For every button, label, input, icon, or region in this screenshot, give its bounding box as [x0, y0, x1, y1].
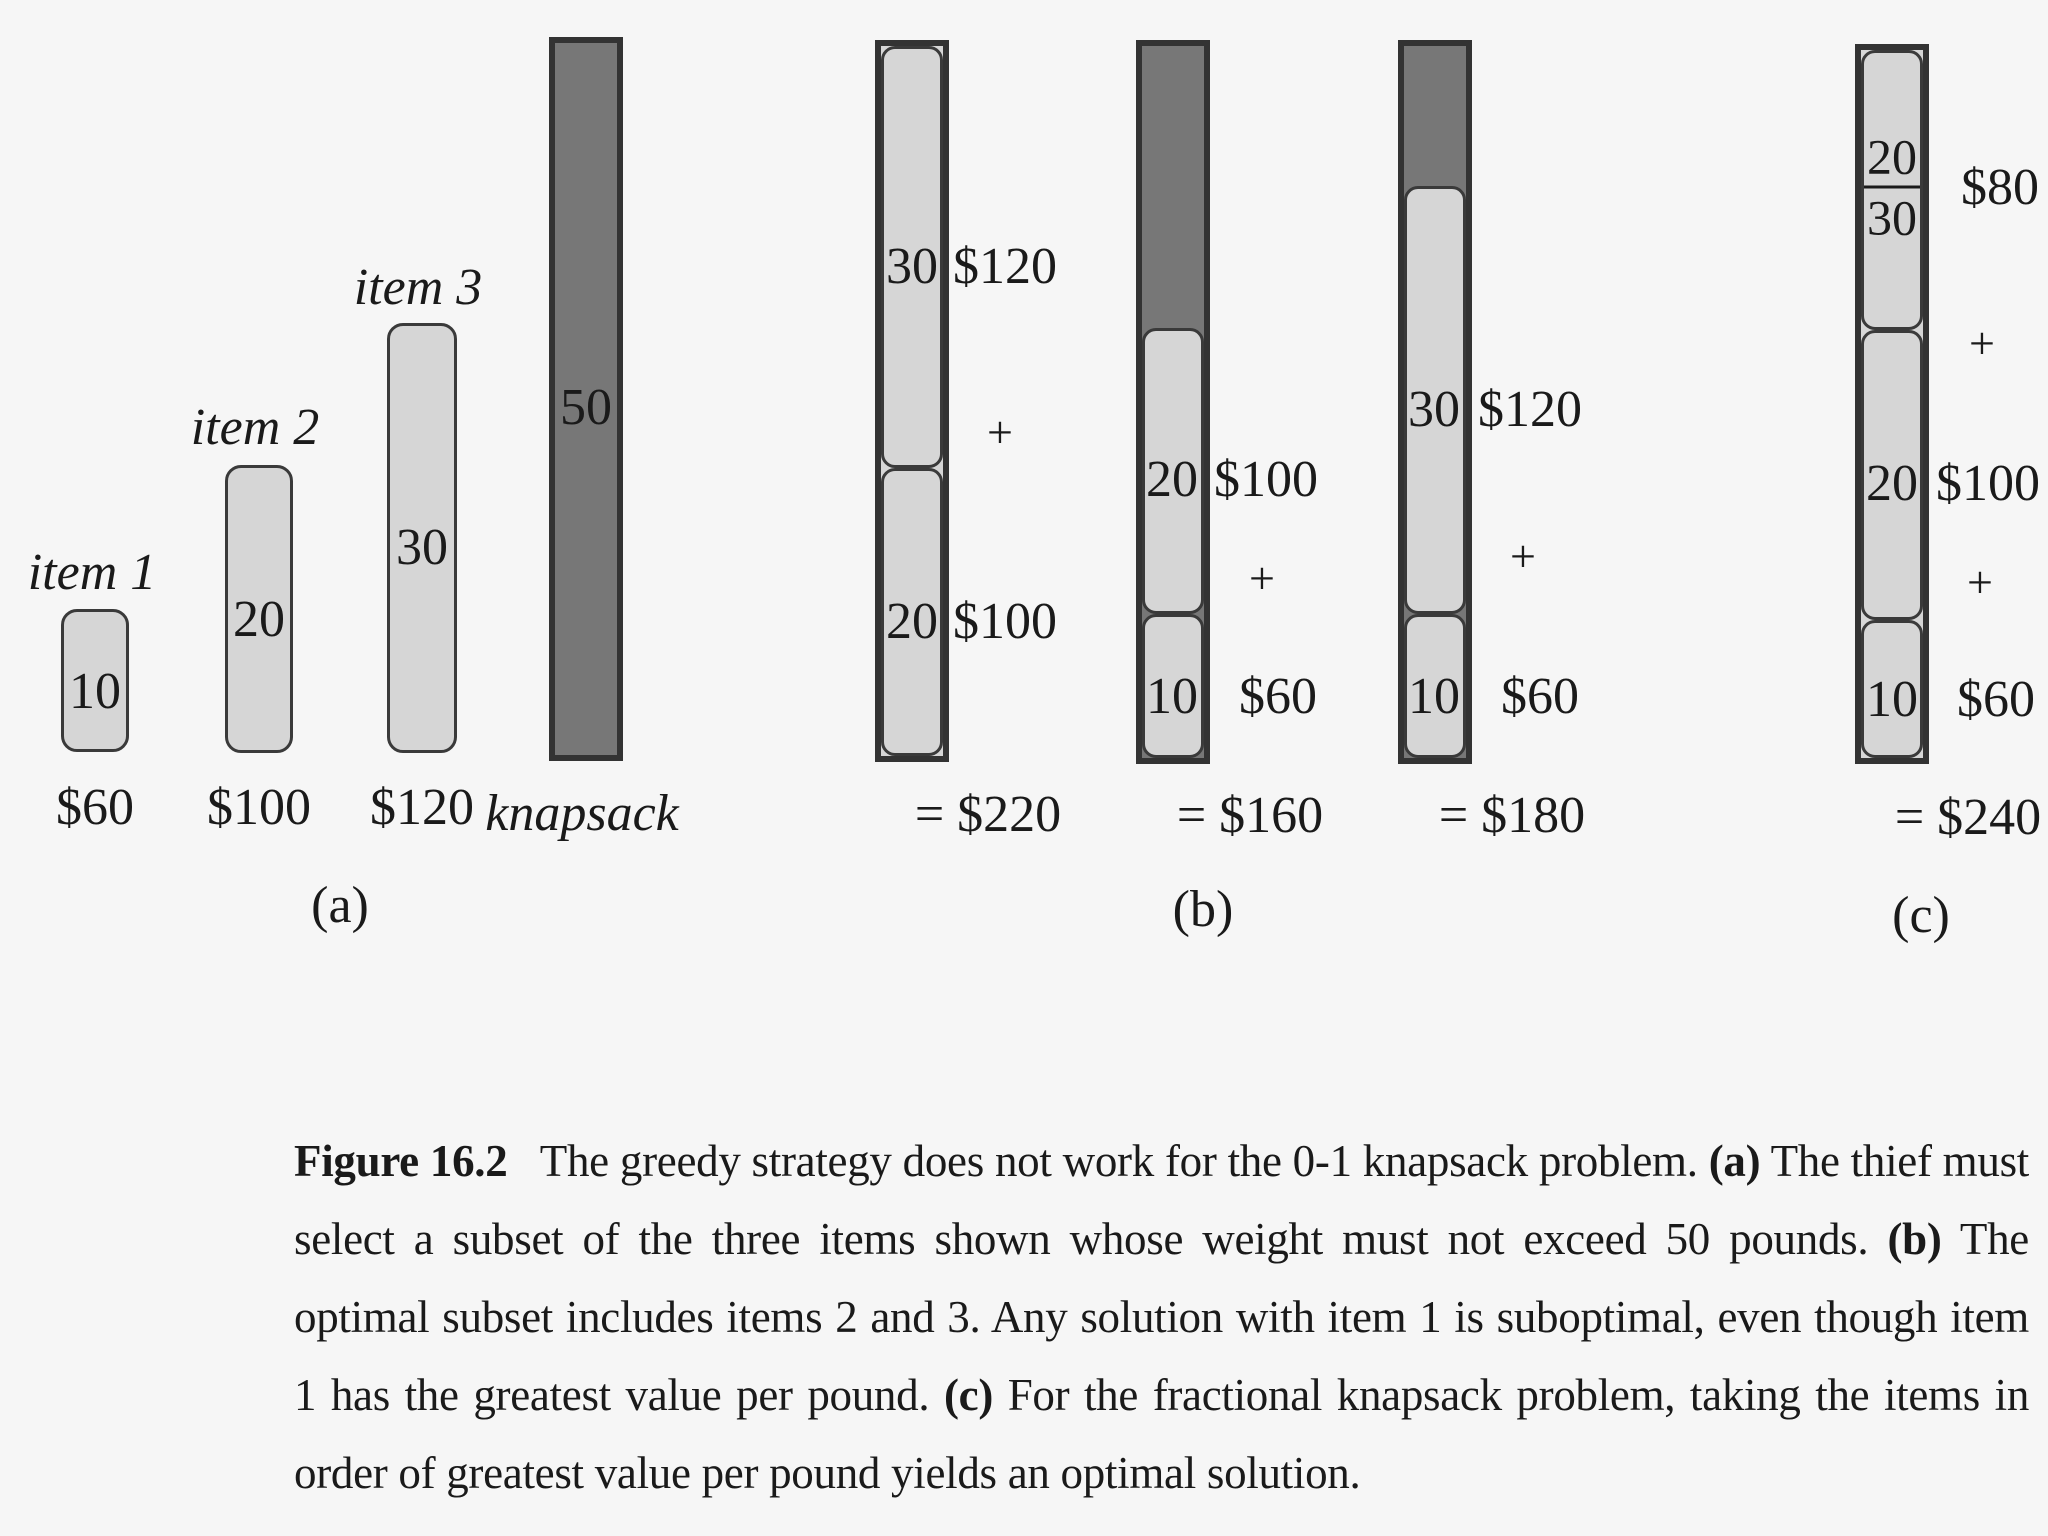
item-3-value: $120: [370, 779, 474, 836]
solution-3-weight-30: 30: [1408, 381, 1460, 438]
solution-1-value-120: $120: [953, 238, 1057, 295]
fraction-numerator: 20: [1867, 128, 1917, 185]
solution-2-value-100: $100: [1214, 451, 1318, 508]
fraction-20-over-30: [1864, 128, 1920, 246]
figure-caption: [294, 1122, 2029, 1512]
fraction-bar: [1864, 186, 1920, 189]
item-2-label: item 2: [190, 399, 320, 456]
item-3-weight: 30: [396, 519, 448, 576]
solution-2-total: = $160: [1176, 787, 1324, 844]
solution-2-weight-10: 10: [1146, 668, 1198, 725]
fractional-weight-20: 20: [1866, 455, 1918, 512]
solution-3-total: = $180: [1438, 787, 1586, 844]
solution-2-weight-20: 20: [1146, 451, 1198, 508]
caption-b-text: The optimal subset includes items 2 and 3. Any solution with item 1 is suboptimal, even though item 1 has the greatest value per pound.: [294, 1214, 2029, 1420]
caption-intro: The greedy strategy does not work for the 0-1 knapsack problem.: [539, 1136, 1698, 1186]
solution-1-weight-20: 20: [886, 593, 938, 650]
item-1-value: $60: [56, 779, 134, 836]
solution-3-value-60: $60: [1501, 668, 1579, 725]
caption-a-text: The thief must select a subset of the three items shown whose weight must not exceed 50 pounds.: [294, 1136, 2029, 1264]
knapsack-label: knapsack: [485, 785, 679, 842]
knapsack-capacity: 50: [560, 379, 612, 436]
solution-3-plus: +: [1510, 530, 1536, 582]
caption-c-text: For the fractional knapsack problem, taking the items in order of greatest value per pound yields an optimal solution.: [294, 1370, 2030, 1498]
fractional-total: = $240: [1894, 789, 2042, 846]
solution-3-value-120: $120: [1478, 381, 1582, 438]
solution-1-weight-30: 30: [886, 238, 938, 295]
solution-2-value-60: $60: [1239, 668, 1317, 725]
solution-3-weight-10: 10: [1408, 668, 1460, 725]
fractional-weight-10: 10: [1866, 671, 1918, 728]
panel-b-tag: (b): [1172, 881, 1234, 938]
item-3-label: item 3: [353, 259, 483, 316]
item-1-weight: 10: [69, 663, 121, 720]
solution-1-total: = $220: [914, 786, 1062, 843]
fraction-denominator: 30: [1867, 189, 1917, 246]
fractional-plus-2: +: [1967, 556, 1993, 608]
solution-2-plus: +: [1249, 552, 1275, 604]
fractional-value-100: $100: [1936, 455, 2040, 512]
item-2-value: $100: [207, 779, 311, 836]
caption-figure-label: Figure 16.2: [294, 1136, 508, 1186]
panel-c-tag: (c): [1892, 887, 1950, 944]
caption-a-label: (a): [1708, 1136, 1761, 1186]
item-2-weight: 20: [233, 591, 285, 648]
panel-a-tag: (a): [311, 877, 369, 934]
fractional-plus-1: +: [1969, 317, 1995, 369]
solution-1-value-100: $100: [953, 593, 1057, 650]
fractional-value-80: $80: [1961, 159, 2039, 216]
item-1-label: item 1: [27, 544, 157, 601]
caption-b-label: (b): [1887, 1214, 1942, 1264]
fractional-value-60: $60: [1957, 671, 2035, 728]
solution-1-plus: +: [987, 406, 1013, 458]
caption-c-label: (c): [943, 1370, 994, 1420]
